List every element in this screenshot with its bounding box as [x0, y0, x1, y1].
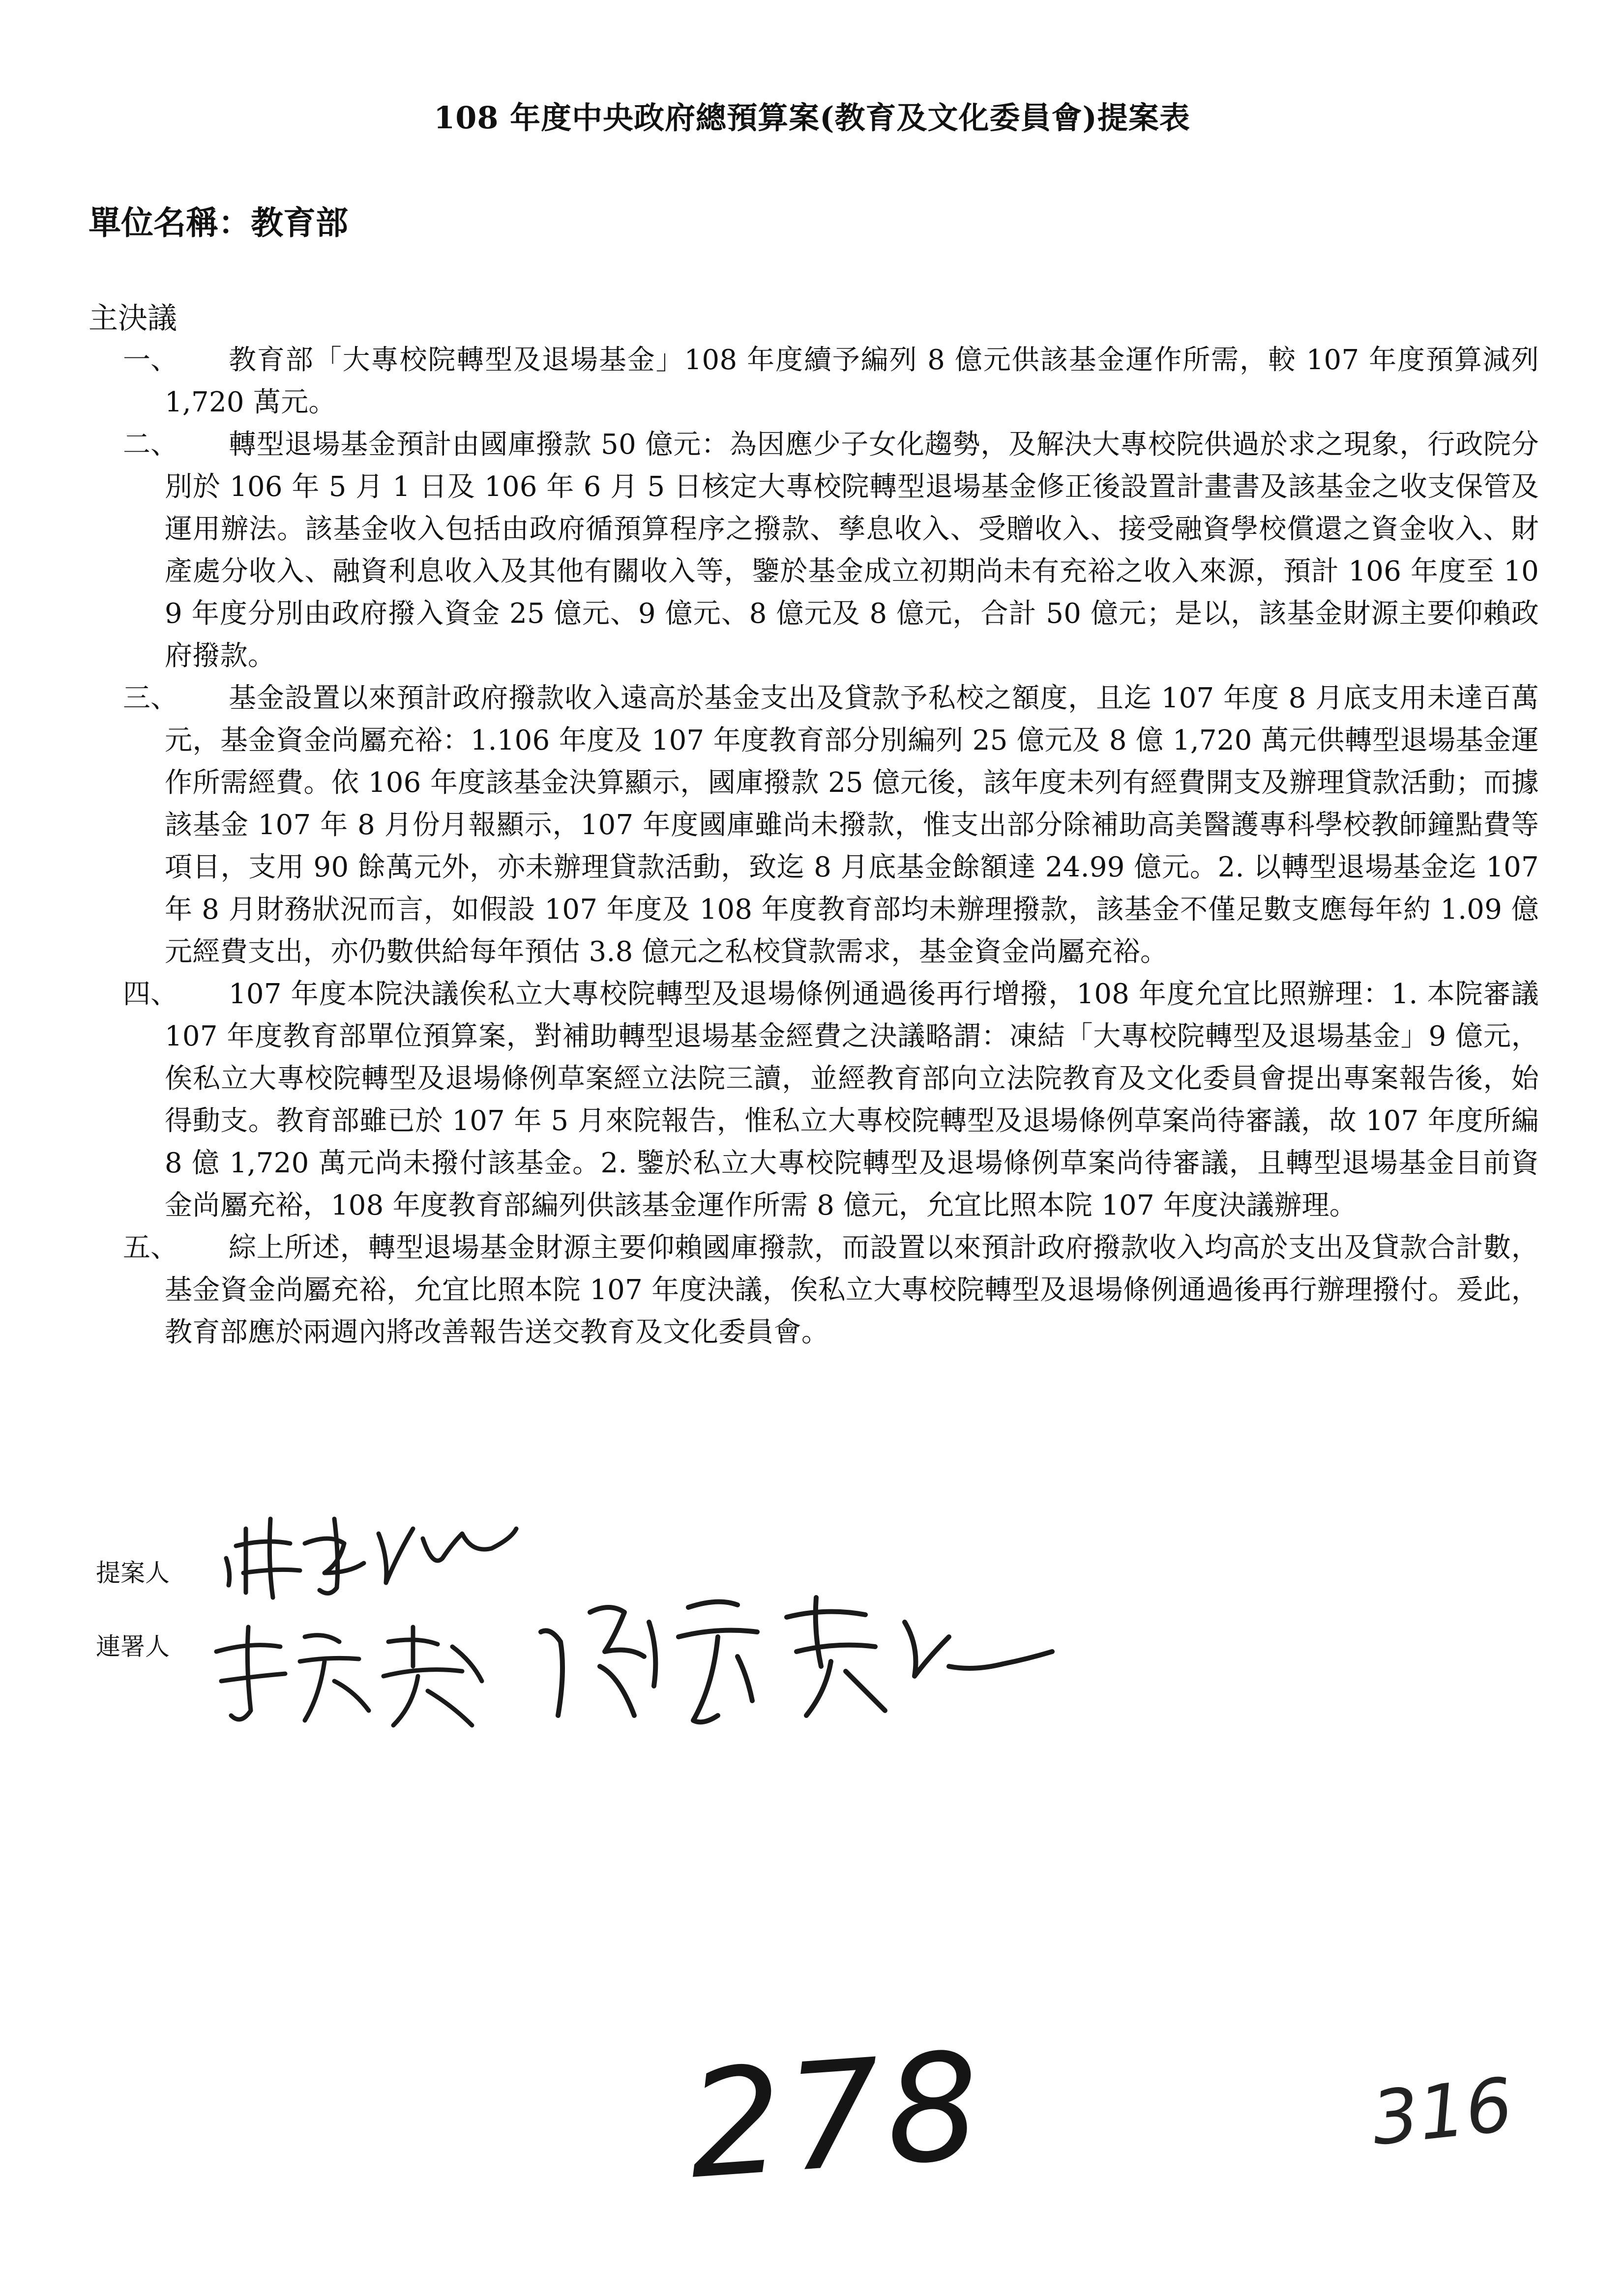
handwritten-page-number: 278: [682, 2020, 991, 2212]
resolution-item: [89, 1227, 1539, 1354]
cosigner-signature-1: [207, 1607, 511, 1745]
resolution-number: 一、: [123, 344, 178, 376]
resolution-number: 三、: [123, 682, 178, 714]
unit-name: 單位名稱：教育部: [89, 203, 348, 242]
resolution-text: 基金設置以來預計政府撥款收入遠高於基金支出及貸款予私校之額度，且迄 107 年度 8 月底支用未達百萬元，基金資金尚屬充裕：1.106 年度及 107 年度教育部分別編列 25 億元及 8 億 1,720 萬元供轉型退場基金運作所需經費。依 106 年度該基金決算顯示，國庫撥款 25 億元後，該年度未列有經費開支及辦理貸款活動；而據該基金 107 年 8 月份月報顯示，107 年度國庫雖尚未撥款，惟支出部分除補助高美醫護專科學校教師鐘點費等項目，支用 90 餘萬元外，亦未辦理貸款活動，致迄 8 月底基金餘額達 24.99 億元。2. 以轉型退場基金迄 107 年 8 月財務狀況而言，如假設 107 年度及 108 年度教育部均未辦理撥款，該基金不僅足數支應每年約 1.09 億元經費支出，亦仍數供給每年預估 3.8 億元之私校貸款需求，基金資金尚屬充裕。: [165, 682, 1539, 968]
resolution-number: 二、: [123, 429, 178, 461]
resolution-text: 教育部「大專校院轉型及退場基金」108 年度續予編列 8 億元供該基金運作所需，較 107 年度預算減列 1,720 萬元。: [165, 344, 1539, 418]
resolution-text: 綜上所述，轉型退場基金財源主要仰賴國庫撥款，而設置以來預計政府撥款收入均高於支出及貸款合計數，基金資金尚屬充裕，允宜比照本院 107 年度決議，俟私立大專校院轉型及退場條例通過後再行辦理撥付。爰此，教育部應於兩週內將改善報告送交教育及文化委員會。: [165, 1232, 1539, 1348]
resolution-number: 五、: [123, 1232, 178, 1264]
resolution-item: [89, 339, 1539, 424]
resolution-item: [89, 973, 1539, 1227]
document-title: 108 年度中央政府總預算案(教育及文化委員會)提案表: [434, 100, 1190, 136]
cosigner-label: 連署人: [96, 1632, 170, 1661]
resolution-number: 四、: [123, 978, 178, 1010]
proposer-signature: [216, 1499, 521, 1607]
resolution-list: [89, 339, 1539, 1354]
resolution-text: 107 年度本院決議俟私立大專校院轉型及退場條例通過後再行增撥，108 年度允宜比照辦理：1. 本院審議 107 年度教育部單位預算案，對補助轉型退場基金經費之決議略謂：凍結「大專校院轉型及退場基金」9 億元，俟私立大專校院轉型及退場條例草案經立法院三讀，並經教育部向立法院教育及文化委員會提出專案報告後，始得動支。教育部雖已於 107 年 5 月來院報告，惟私立大專校院轉型及退場條例草案尚待審議，故 107 年度所編 8 億 1,720 萬元尚未撥付該基金。2. 鑒於私立大專校院轉型及退場條例草案尚待審議，且轉型退場基金目前資金尚屬充裕，108 年度教育部編列供該基金運作所需 8 億元，允宜比照本院 107 年度決議辦理。: [165, 978, 1539, 1221]
proposer-label: 提案人: [96, 1559, 170, 1587]
handwritten-side-number: 316: [1367, 2062, 1517, 2162]
resolution-item: [89, 424, 1539, 677]
resolution-text: 轉型退場基金預計由國庫撥款 50 億元：為因應少子女化趨勢，及解決大專校院供過於求之現象，行政院分別於 106 年 5 月 1 日及 106 年 6 月 5 日核定大專校院轉型退場基金修正後設置計畫書及該基金之收支保管及運用辦法。該基金收入包括由政府循預算程序之撥款、孳息收入、受贈收入、接受融資學校償還之資金收入、財產處分收入、融資利息收入及其他有關收入等，鑒於基金成立初期尚未有充裕之收入來源，預計 106 年度至 109 年度分別由政府撥入資金 25 億元、9 億元、8 億元及 8 億元，合計 50 億元；是以，該基金財源主要仰賴政府撥款。: [165, 429, 1539, 672]
resolution-item: [89, 677, 1539, 973]
section-heading: 主決議: [89, 301, 177, 336]
cosigner-signature-2: [531, 1578, 1062, 1735]
